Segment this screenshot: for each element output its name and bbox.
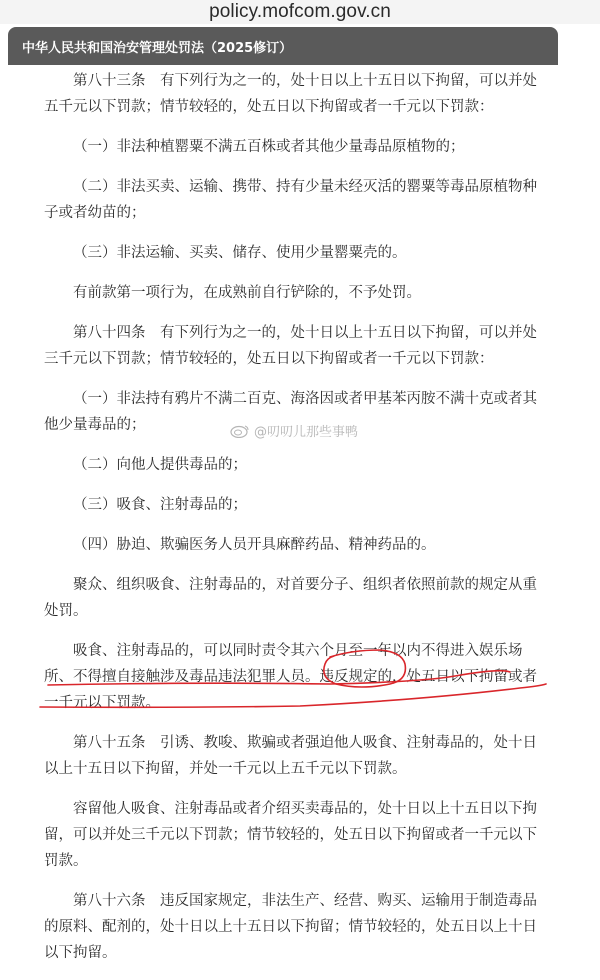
paragraph-article-83: 第八十三条 有下列行为之一的，处十日以上十五日以下拘留，可以并处五千元以下罚款；情节较轻的，处五日以下拘留或者一千元以下罚款： bbox=[44, 73, 537, 115]
paragraph: 有前款第一项行为，在成熟前自行铲除的，不予处罚。 bbox=[73, 285, 421, 301]
list-item: （三）非法运输、买卖、储存、使用少量罂粟壳的。 bbox=[73, 245, 407, 261]
paragraph-article-86: 第八十六条 违反国家规定，非法生产、经营、购买、运输用于制造毒品的原料、配剂的，处十日以上十五日以下拘留；情节较轻的，处五日以上十日以下拘留。 bbox=[44, 893, 537, 961]
paragraph-article-85: 第八十五条 引诱、教唆、欺骗或者强迫他人吸食、注射毒品的，处十日以上十五日以下拘留，并处一千元以上五千元以下罚款。 bbox=[44, 735, 537, 777]
document-body bbox=[44, 68, 544, 980]
list-item: （四）胁迫、欺骗医务人员开具麻醉药品、精神药品的。 bbox=[73, 537, 436, 553]
document-title-bar bbox=[8, 27, 558, 65]
watermark-text: @叨叨儿那些事鸭 bbox=[254, 425, 359, 440]
page-margin bbox=[558, 27, 600, 862]
paragraph: 吸食、注射毒品的，可以同时责令其六个月至一年以内不得进入娱乐场所、不得擅自接触涉及毒品违法犯罪人员。违反规定的，处五日以下拘留或者一千元以下罚款。 bbox=[44, 643, 537, 711]
url-text: policy.mofcom.gov.cn bbox=[209, 1, 391, 22]
document-title: 中华人民共和国治安管理处罚法（2025修订） bbox=[22, 40, 293, 56]
paragraph: 容留他人吸食、注射毒品或者介绍买卖毒品的，处十日以上十五日以下拘留，可以并处三千元以下罚款；情节较轻的，处五日以下拘留或者一千元以下罚款。 bbox=[44, 801, 537, 869]
list-item: （二）非法买卖、运输、携带、持有少量未经灭活的罂粟等毒品原植物种子或者幼苗的； bbox=[44, 179, 537, 221]
list-item: （二）向他人提供毒品的； bbox=[73, 457, 247, 473]
address-bar[interactable] bbox=[0, 0, 600, 24]
paragraph-article-84: 第八十四条 有下列行为之一的，处十日以上十五日以下拘留，可以并处三千元以下罚款；情节较轻的，处五日以下拘留或者一千元以下罚款： bbox=[44, 325, 537, 367]
list-item: （一）非法持有鸦片不满二百克、海洛因或者甲基苯丙胺不满十克或者其他少量毒品的； bbox=[44, 391, 537, 433]
list-item: （三）吸食、注射毒品的； bbox=[73, 497, 247, 513]
paragraph: 聚众、组织吸食、注射毒品的，对首要分子、组织者依照前款的规定从重处罚。 bbox=[44, 577, 537, 619]
list-item: （一）非法种植罂粟不满五百株或者其他少量毒品原植物的； bbox=[73, 139, 465, 155]
